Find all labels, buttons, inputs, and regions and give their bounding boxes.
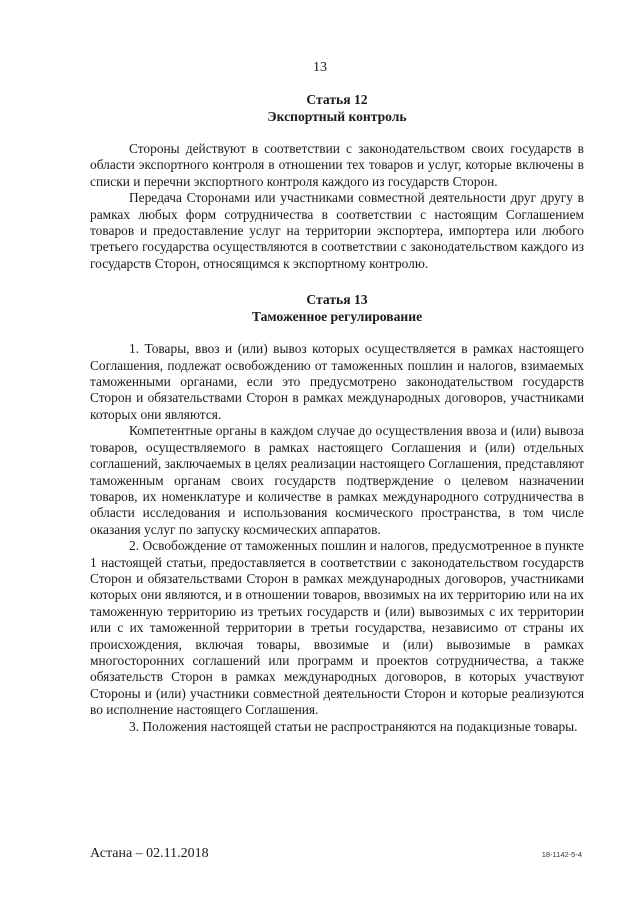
article-13-paragraph-2: Компетентные органы в каждом случае до осуществления ввоза и (или) вывоза товаров, осуществляемого в рамках настоящего Соглашения и (или) отдельных соглашений, заключаемых в целях реализации настоящего Соглашения, представляют таможенным органам своих государств подтверждение о целевом назначении товаров, их номенклатуре и количестве в рамках международного сотрудничества в области исследования и использования космического пространства, в том числе оказания услуг по запуску космических аппаратов. — [90, 423, 584, 537]
article-12-text — [90, 141, 584, 272]
article-12-number: Статья 12 — [306, 92, 368, 107]
article-13-paragraph-3: 2. Освобождение от таможенных пошлин и налогов, предусмотренное в пункте 1 настоящей статьи, предоставляется в соответствии с законодательством государств Сторон и обязательствами Сторон в рамках международных договоров, участниками которых они являются, и в отношении товаров, ввозимых на их территорию или на их таможенную территорию из третьих государств и (или) вывозимых с их территории или с их таможенной территории в третьи государства, независимо от страны их происхождения, включая товары, ввозимые и (или) вывозимые в рамках многосторонних соглашений или программ и проектов сотрудничества, а также обязательств Сторон в рамках международных договоров, в которых участвуют Стороны и (или) участники совместной деятельности Сторон и которые реализуются во исполнение настоящего Соглашения. — [90, 538, 584, 718]
article-13-paragraph-1: 1. Товары, ввоз и (или) вывоз которых осуществляется в рамках настоящего Соглашения, подлежат освобождению от таможенных пошлин и налогов, взимаемых таможенными органами, если это предусмотрено законодательством государств Сторон и обязательствами Сторон в рамках международных договоров, участниками которых они являются. — [90, 341, 584, 422]
article-13-title: Таможенное регулирование — [251, 308, 423, 324]
article-13-paragraph-4: 3. Положения настоящей статьи не распространяются на подакцизные товары. — [129, 718, 578, 734]
page-number: 13 — [313, 60, 327, 75]
article-13-text — [90, 341, 584, 735]
footer-place-date: Астана – 02.11.2018 — [90, 846, 209, 861]
footer-doc-code: 18-1142-5-4 — [541, 850, 582, 859]
article-12-paragraph-2: Передача Сторонами или участниками совместной деятельности друг другу в рамках любых форм сотрудничества в соответствии с настоящим Соглашением товаров и предоставление услуг на территории экспортера, импортера или любого третьего государства осуществляются в соответствии с законодательством каждого из государств Сторон, относящимся к экспортному контролю. — [90, 190, 584, 271]
article-12-title: Экспортный контроль — [267, 108, 407, 124]
article-12-paragraph-1: Стороны действуют в соответствии с законодательством своих государств в области экспортного контроля в отношении тех товаров и услуг, которые включены в списки и перечни экспортного контроля каждого из государств Сторон. — [90, 141, 584, 189]
document-body — [90, 92, 584, 735]
article-13-number: Статья 13 — [306, 292, 368, 308]
